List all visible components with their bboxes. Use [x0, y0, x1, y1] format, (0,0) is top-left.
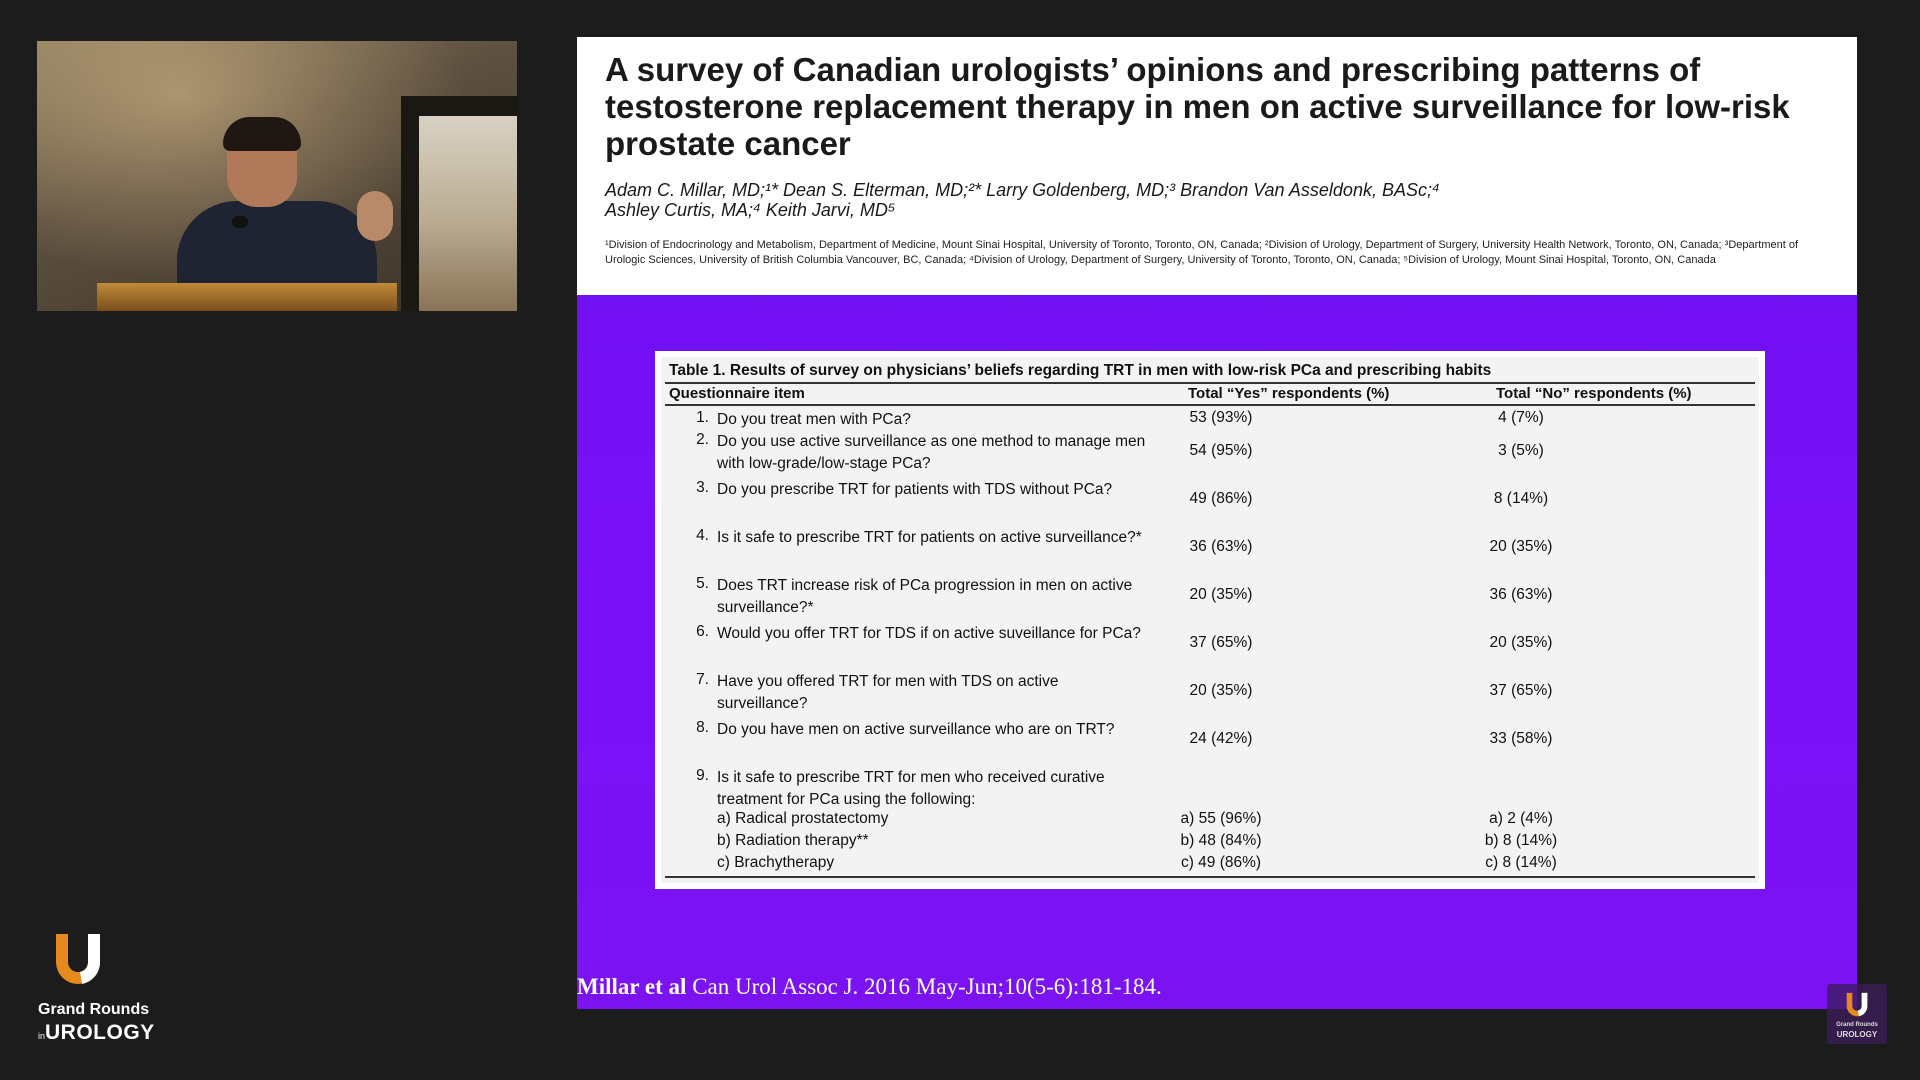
paper-title: A survey of Canadian urologists’ opinions and prescribing patterns of testosterone replacement therapy in men on active surveillance for low-risk prostate cancer — [605, 51, 1790, 162]
slide-citation: Millar et al Can Urol Assoc J. 2016 May-Jun;10(5-6):181-184. — [577, 974, 1162, 999]
watermark-line2: UROLOGY — [1836, 1030, 1878, 1039]
watermark-line1: Grand Rounds — [1836, 1022, 1878, 1028]
paper-authors — [605, 180, 1825, 220]
slide-header — [577, 37, 1857, 295]
authors-line-2: Ashley Curtis, MA;⁴ Keith Jarvi, MD⁵ — [605, 200, 896, 220]
table-subrow: b) Radiation therapy** b) 48 (84%) b) 8 (14%) — [717, 832, 1558, 849]
microphone-icon — [232, 216, 248, 228]
table-rule-bottom — [665, 876, 1755, 878]
grand-rounds-logo — [38, 928, 155, 1048]
video-picture-frame — [401, 96, 517, 311]
header-questionnaire-item: Questionnaire item — [669, 385, 805, 402]
logo-line1: Grand Rounds — [38, 1001, 150, 1018]
header-yes: Total “Yes” respondents (%) — [1188, 385, 1390, 402]
paper-affiliations: ¹Division of Endocrinology and Metabolism, Department of Medicine, Mount Sinai Hospital, University of Toronto, Toronto, ON, Canada; ²Division of Urology, Department of Surgery, University Health Network, Toronto, ON, Canada; ³Department of Urologic Sciences, University of British Columbia Vancouver, BC, Canada; ⁴Division of Urology, Department of Surgery, University of Toronto, Toronto, ON, Canada; ⁵Division of Urology, Mount Sinai Hospital, Toronto, ON, Canada — [605, 239, 1799, 266]
u-watermark-icon — [1843, 990, 1871, 1020]
presentation-slide — [577, 37, 1857, 1009]
logo-line2: inUROLOGY — [38, 1021, 155, 1044]
table-subrow: c) Brachytherapy c) 49 (86%) c) 8 (14%) — [717, 854, 1557, 871]
table-subrow: a) Radical prostatectomy a) 55 (96%) a) 2 (4%) — [717, 810, 1553, 827]
header-no: Total “No” respondents (%) — [1496, 385, 1692, 402]
table-caption: Table 1. Results of survey on physicians’ beliefs regarding TRT in men with low-risk PCa and prescribing habits — [669, 362, 1492, 379]
u-logo-icon — [52, 928, 104, 992]
table-rule-top — [665, 382, 1755, 384]
podium — [97, 283, 397, 311]
table-rule-header — [665, 404, 1755, 406]
corner-watermark — [1827, 984, 1887, 1044]
speaker-video — [37, 41, 517, 311]
results-table: Table 1. Results of survey on physicians’ beliefs regarding TRT in men with low-risk PCa and prescribing habits Questionnaire item Total “Yes” respondents (%) Total “No” respondents (%) 1. Do you treat men with PCa? 53 (93%) 4 (7%) 2. Do you use active surveillance as one method to manage men with low-grade/low-stage PCa? 54 (95%) 3 (5%) 3. Do you prescribe TRT for patients with TDS without PCa? 49 (86%) 8 (14%) 4. Is it safe to prescribe TRT for patients on active surveillance?* 36 (63%) 20 (35%) 5. Does TRT increase risk of PCa progression in men on active surveillance?* 20 (35%) 36 (63%) 6. Would you offer TRT for TDS if on active suveillance for PCa? 37 (65%) 20 (35%) 7. Have you offered TRT for men with TDS on active surveillance? 20 (35%) 37 (65%) 8. Do you have men on active surveillance who are on TRT? 24 (42%) 33 (58%) 9. Is it safe to prescribe TRT for men who received curative treatment for PCa using the following: a) Radical prostatectomy a) 55 (96%) a) 2 (4%) b) Radiation therapy** b) 48 (84%) b) 8 (14%) c) Brachytherapy c) 49 (86%) c) 8 (14%) — [655, 351, 1765, 889]
authors-line-1: Adam C. Millar, MD;¹* Dean S. Elterman, MD;²* Larry Goldenberg, MD;³ Brandon Van Asseldonk, BASc;⁴ — [605, 180, 1440, 200]
